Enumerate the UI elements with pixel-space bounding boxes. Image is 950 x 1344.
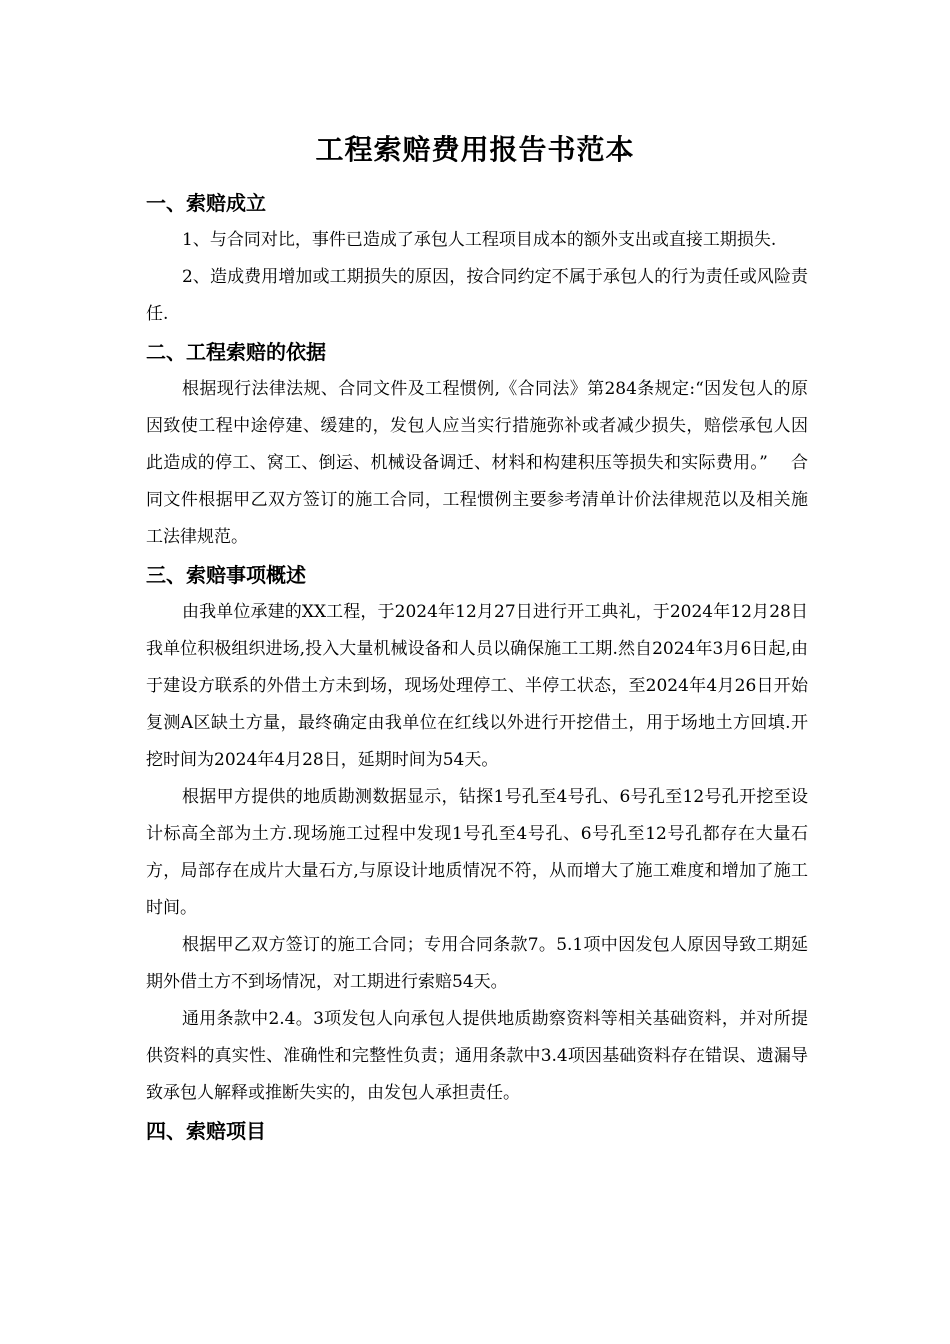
document-body — [146, 184, 808, 1150]
paragraph: 通用条款中2.4。3项发包人向承包人提供地质勘察资料等相关基础资料，并对所提供资料的真实性、准确性和完整性负责；通用条款中3.4项因基础资料存在错误、遗漏导致承包人解释或推断失实的，由发包人承担责任。 — [146, 1009, 808, 1103]
section-claim-items — [146, 1112, 808, 1150]
section-heading: 四、索赔项目 — [146, 1119, 266, 1143]
section-heading: 二、工程索赔的依据 — [146, 340, 326, 364]
paragraph: 根据甲方提供的地质勘测数据显示，钻探1号孔至4号孔、6号孔至12号孔开挖至设计标高全部为土方.现场施工过程中发现1号孔至4号孔、6号孔至12号孔都存在大量石方，局部存在成片大量石方,与原设计地质情况不符，从而增大了施工难度和增加了施工时间。 — [146, 787, 808, 918]
paragraph: 2、造成费用增加或工期损失的原因，按合同约定不属于承包人的行为责任或风险责任. — [146, 267, 808, 324]
section-claim-established — [146, 184, 808, 333]
section-heading: 一、索赔成立 — [146, 191, 266, 215]
section-claim-overview — [146, 556, 808, 1112]
paragraph: 根据现行法律法规、合同文件及工程惯例,《合同法》第284条规定:“因发包人的原因致使工程中途停建、缓建的，发包人应当实行措施弥补或者减少损失，赔偿承包人因此造成的停工、窝工、倒运、机械设备调迁、材料和构建积压等损失和实际费用。” 合同文件根据甲乙双方签订的施工合同，工程惯例主要参考清单计价法律规范以及相关施工法律规范。 — [146, 379, 808, 547]
document-title: 工程索赔费用报告书范本 — [315, 133, 635, 166]
paragraph: 由我单位承建的XX工程，于2024年12月27日进行开工典礼，于2024年12月28日我单位积极组织进场,投入大量机械设备和人员以确保施工工期.然自2024年3月6日起,由于建设方联系的外借土方未到场，现场处理停工、半停工状态，至2024年4月26日开始复测A区缺土方量，最终确定由我单位在红线以外进行开挖借土，用于场地土方回填.开挖时间为2024年4月28日，延期时间为54天。 — [146, 602, 808, 770]
paragraph: 1、与合同对比，事件已造成了承包人工程项目成本的额外支出或直接工期损失. — [182, 230, 777, 250]
section-heading: 三、索赔事项概述 — [146, 563, 306, 587]
section-claim-basis — [146, 333, 808, 556]
paragraph: 根据甲乙双方签订的施工合同；专用合同条款7。5.1项中因发包人原因导致工期延期外借土方不到场情况，对工期进行索赔54天。 — [146, 935, 808, 992]
